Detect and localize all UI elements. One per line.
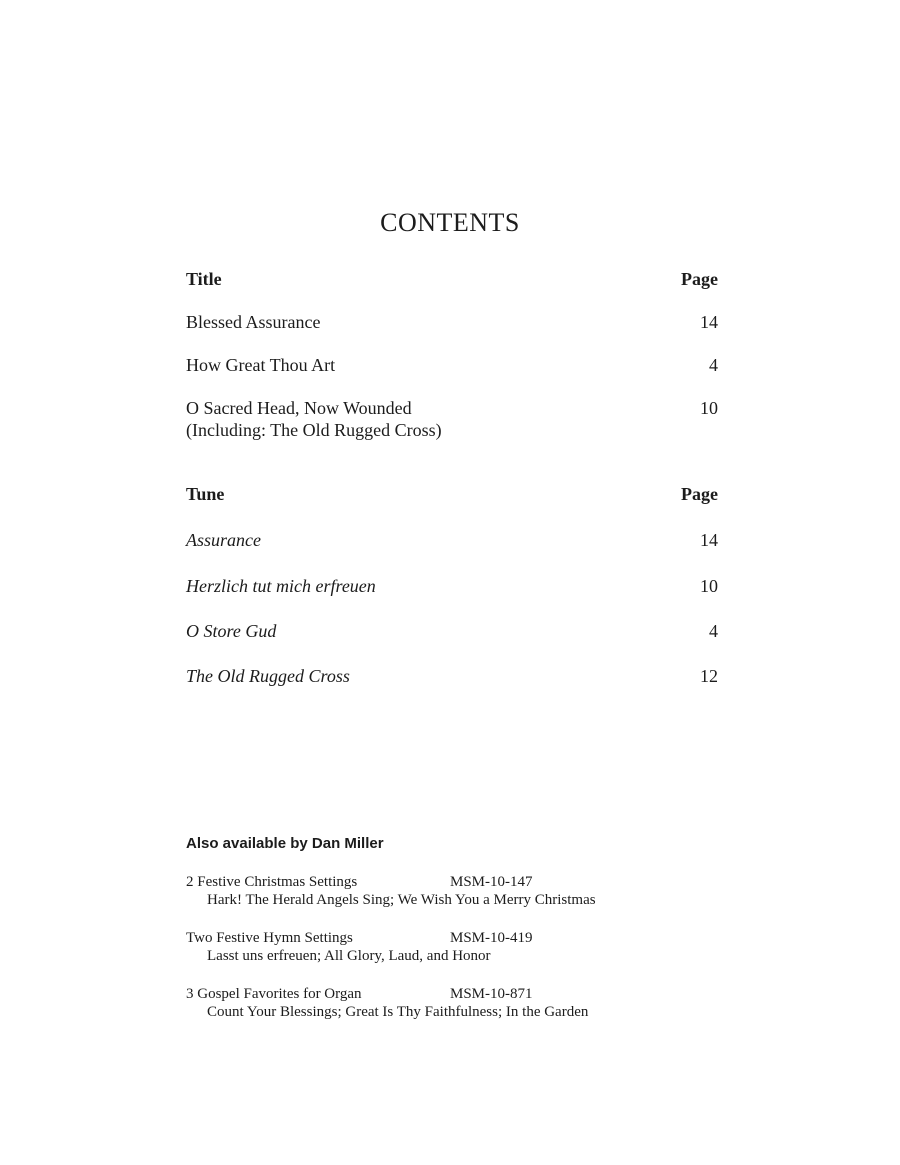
publication-item (186, 985, 786, 1021)
tune-entry (186, 665, 718, 687)
toc-entry (186, 354, 718, 376)
publication-title: 2 Festive Christmas Settings (186, 874, 358, 890)
tunes-header-page: Page (681, 484, 718, 504)
tune-entry (186, 575, 718, 597)
tune-entry-page: 4 (709, 621, 718, 641)
tunes-header-label: Tune (186, 484, 225, 504)
toc-entry (186, 311, 718, 333)
publication-code: MSM-10-419 (450, 930, 533, 946)
tune-entry (186, 620, 718, 642)
titles-header-label: Title (186, 269, 222, 289)
toc-entry-title: How Great Thou Art (186, 355, 336, 375)
tune-entry-title: Assurance (186, 530, 261, 550)
tune-entry-title: The Old Rugged Cross (186, 666, 350, 686)
toc-entry (186, 397, 718, 441)
page-title: CONTENTS (380, 208, 520, 237)
toc-entry-page: 10 (700, 398, 718, 418)
tune-entry-page: 10 (700, 576, 718, 596)
publication-code: MSM-10-147 (450, 874, 533, 890)
publication-item (186, 873, 786, 909)
publication-contents: Lasst uns erfreuen; All Glory, Laud, and Honor (207, 948, 491, 964)
toc-entry-title: Blessed Assurance (186, 312, 321, 332)
tune-entry-page: 12 (700, 666, 718, 686)
toc-entry-subtitle: (Including: The Old Rugged Cross) (186, 420, 442, 440)
also-available (186, 835, 786, 1021)
publication-title: Two Festive Hymn Settings (186, 930, 353, 946)
publication-contents: Count Your Blessings; Great Is Thy Faithfulness; In the Garden (207, 1004, 589, 1020)
toc-entry-page: 4 (709, 355, 718, 375)
publication-code: MSM-10-871 (450, 986, 533, 1002)
also-available-heading: Also available by Dan Miller (186, 835, 384, 852)
publication-item (186, 929, 786, 965)
tune-entry (186, 529, 718, 551)
tune-entry-title: Herzlich tut mich erfreuen (186, 576, 376, 596)
toc-entry-page: 14 (700, 312, 718, 332)
tunes-header (186, 483, 718, 505)
toc-entry-title: O Sacred Head, Now Wounded (186, 398, 412, 418)
titles-header (186, 268, 718, 290)
tunes-section (186, 483, 718, 687)
publication-title: 3 Gospel Favorites for Organ (186, 986, 362, 1002)
tune-entry-title: O Store Gud (186, 621, 277, 641)
tune-entry-page: 14 (700, 530, 718, 550)
titles-section (186, 268, 718, 441)
titles-header-page: Page (681, 269, 718, 289)
publication-contents: Hark! The Herald Angels Sing; We Wish You a Merry Christmas (207, 892, 596, 908)
